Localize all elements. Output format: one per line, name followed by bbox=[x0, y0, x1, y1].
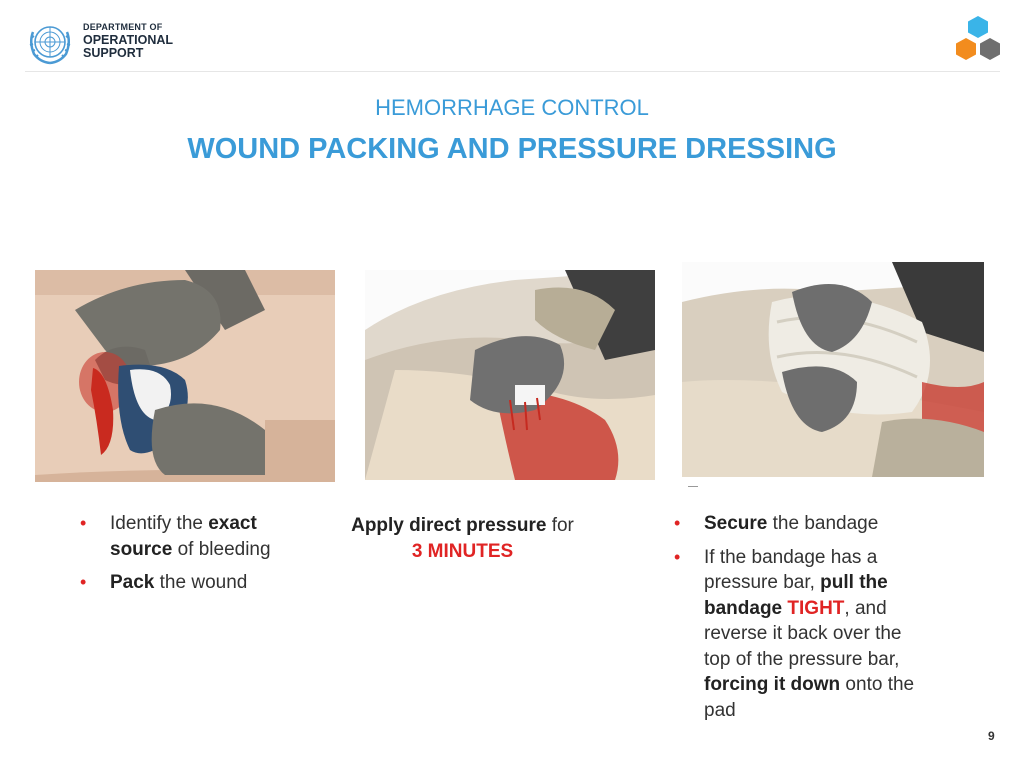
bullet-icon: • bbox=[80, 572, 87, 592]
step3-item1-suffix: the bandage bbox=[767, 513, 879, 534]
step1-item2-suffix: the wound bbox=[154, 572, 248, 593]
department-name bbox=[83, 21, 173, 60]
step1-item2-bold: Pack bbox=[110, 572, 155, 593]
step3-item2-part2: , and reverse it back over the top of the pressure bar, bbox=[704, 597, 902, 670]
page-number: 9 bbox=[988, 729, 995, 743]
list-item bbox=[674, 511, 924, 537]
slide-header bbox=[0, 0, 1024, 72]
dept-line-1: DEPARTMENT OF bbox=[83, 22, 163, 32]
step2-bold: Apply direct pressure bbox=[351, 515, 547, 536]
bullet-icon: • bbox=[674, 513, 681, 533]
header-divider bbox=[25, 71, 1000, 72]
illustration-secure-bandage bbox=[682, 262, 984, 477]
step3-item2-part3: onto the pad bbox=[704, 674, 915, 721]
step1-item1-suffix: of bleeding bbox=[172, 538, 271, 560]
list-item bbox=[80, 511, 320, 562]
section-subtitle: HEMORRHAGE CONTROL bbox=[375, 95, 649, 120]
decorative-dash bbox=[688, 486, 698, 487]
list-item bbox=[674, 545, 924, 724]
step3-item2-bold2: forcing it down bbox=[704, 674, 841, 695]
step3-item1-bold: Secure bbox=[704, 513, 768, 534]
list-item bbox=[80, 570, 320, 596]
step1-item1-text: Identify the bbox=[110, 513, 209, 534]
hexagon-logo-icon bbox=[952, 14, 1004, 66]
step3-instructions bbox=[674, 511, 924, 723]
step2-instructions bbox=[330, 513, 595, 564]
step3-item2-part1: If the bandage has a pressure bar, bbox=[704, 546, 878, 593]
step3-item2-tight: TIGHT bbox=[787, 597, 845, 619]
step2-duration: 3 MINUTES bbox=[411, 540, 514, 562]
step1-item1-bold: exact source bbox=[110, 513, 257, 560]
bullet-icon: • bbox=[674, 546, 681, 567]
step3-item2-bold1: pull the bandage bbox=[704, 572, 888, 619]
illustration-direct-pressure bbox=[365, 270, 655, 480]
dept-line-3: SUPPORT bbox=[83, 46, 144, 60]
dept-line-2: OPERATIONAL bbox=[83, 33, 174, 47]
step2-suffix: for bbox=[546, 515, 574, 536]
bullet-icon: • bbox=[80, 513, 87, 533]
slide-title: WOUND PACKING AND PRESSURE DRESSING bbox=[187, 133, 837, 165]
un-emblem-icon bbox=[25, 18, 75, 66]
illustration-pack-wound bbox=[35, 270, 335, 482]
step1-instructions bbox=[80, 511, 320, 596]
